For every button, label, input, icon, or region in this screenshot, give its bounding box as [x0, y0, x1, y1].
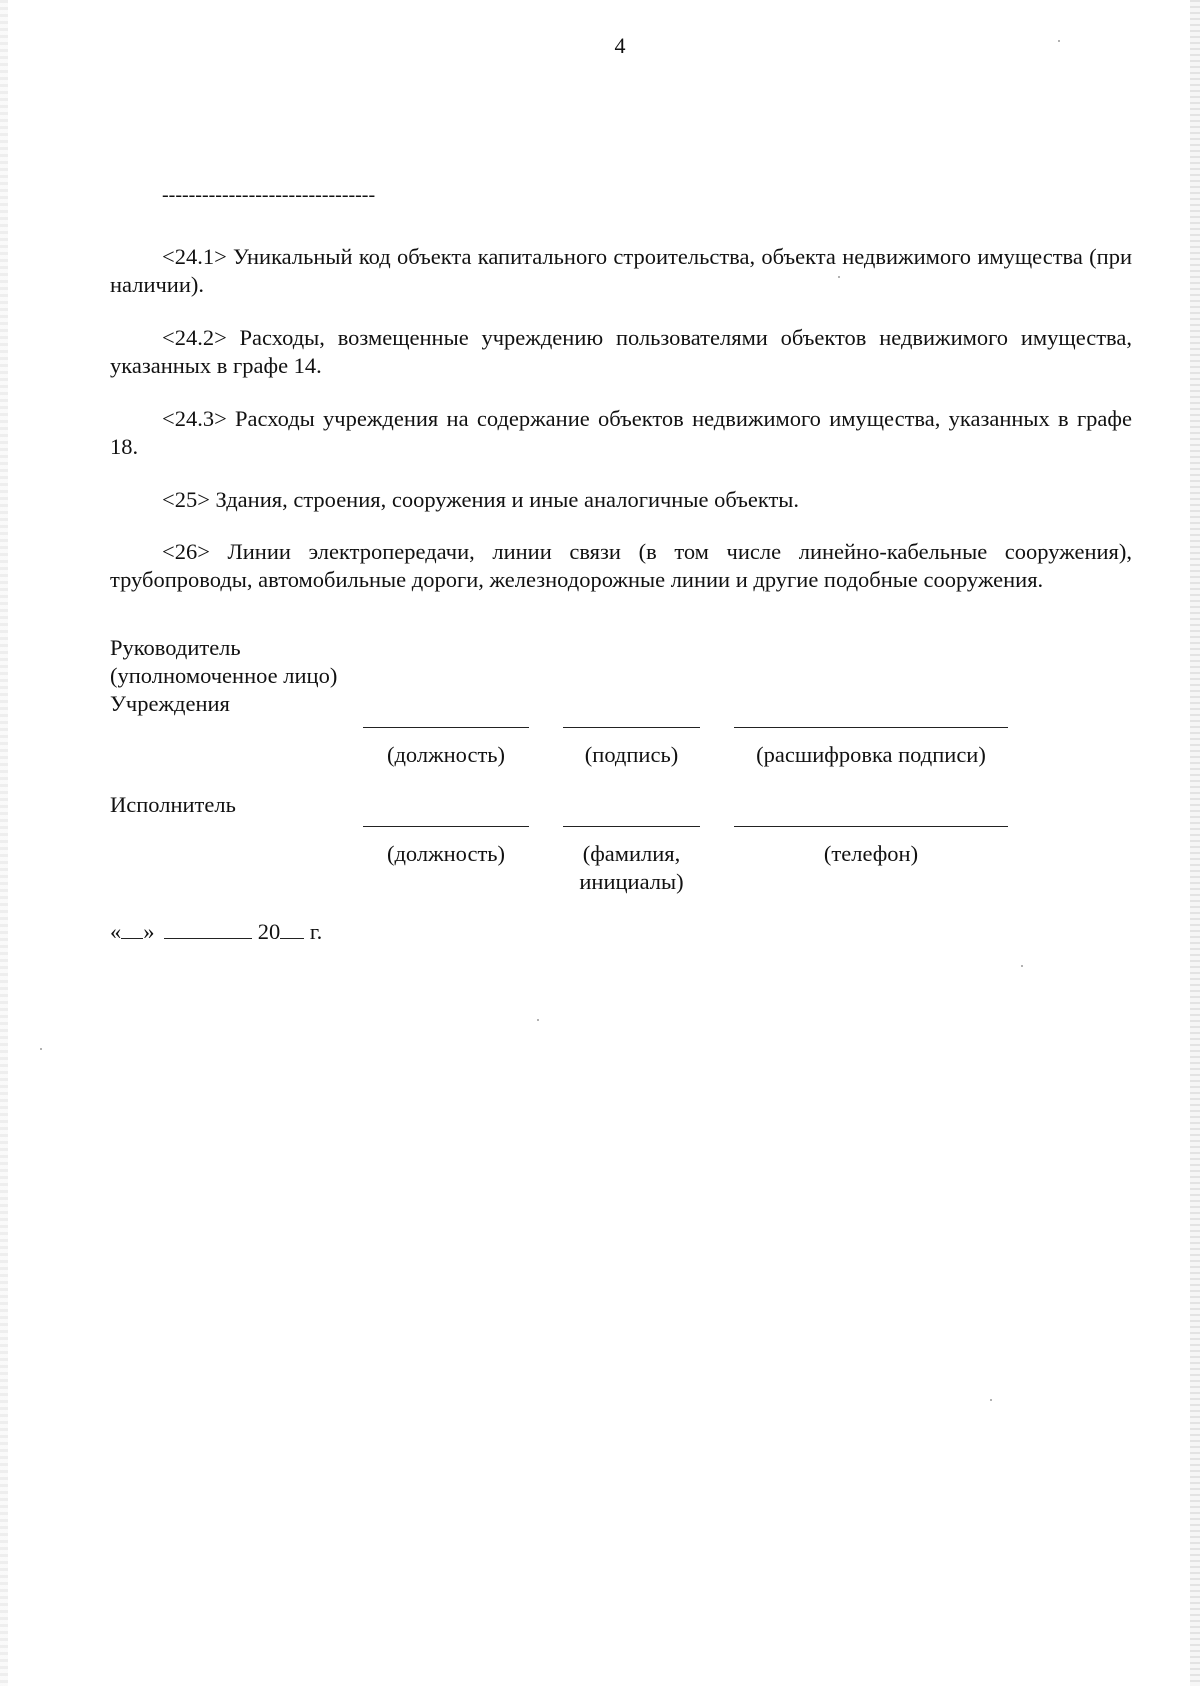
head-caption-decryption: (расшифровка подписи) — [756, 742, 986, 767]
year-suffix: г. — [309, 919, 323, 944]
year-prefix: 20 — [257, 919, 281, 944]
date-open-quote: « — [110, 919, 122, 944]
date-close-quote: » — [143, 919, 155, 944]
date-line — [110, 918, 322, 946]
head-signature-label — [110, 634, 337, 718]
scan-edge-left — [0, 0, 8, 1686]
executor-caption-name-line2: инициалы) — [579, 869, 684, 894]
footnote-25: <25> Здания, строения, сооружения и иные аналогичные объекты. — [162, 487, 800, 512]
scan-speck — [40, 1048, 42, 1050]
executor-phone-line — [734, 826, 1008, 827]
executor-label: Исполнитель — [110, 792, 236, 817]
head-signature-line — [563, 727, 700, 728]
scan-speck — [990, 1399, 992, 1401]
footnote-26: <26> Линии электропередачи, линии связи (в том числе линейно-кабельные сооружения), трубопроводы, автомобильные дороги, железнодорожные линии и другие подобные сооружения. — [110, 539, 1132, 592]
page-number: 4 — [614, 33, 626, 58]
executor-caption-name-line1: (фамилия, — [582, 841, 681, 866]
head-label-line3: Учреждения — [110, 691, 230, 716]
footnote-24-1: <24.1> Уникальный код объекта капитального строительства, объекта недвижимого имущества (при наличии). — [110, 244, 1132, 297]
scan-speck — [838, 276, 840, 278]
executor-position-line — [363, 826, 529, 827]
scan-speck — [537, 1019, 539, 1021]
scan-speck — [1021, 965, 1023, 967]
head-caption-position: (должность) — [386, 742, 506, 767]
scan-speck — [1058, 40, 1060, 42]
head-label-line1: Руководитель — [110, 635, 241, 660]
footnote-24-2: <24.2> Расходы, возмещенные учреждению пользователями объектов недвижимого имущества, указанных в графе 14. — [110, 325, 1132, 378]
head-caption-signature: (подпись) — [584, 742, 679, 767]
executor-caption-position: (должность) — [386, 841, 506, 866]
executor-caption-name — [563, 840, 700, 896]
scan-edge-right — [1190, 0, 1200, 1686]
footnote-24-3: <24.3> Расходы учреждения на содержание объектов недвижимого имущества, указанных в графе 18. — [110, 406, 1132, 459]
executor-name-line — [563, 826, 700, 827]
head-label-line2: (уполномоченное лицо) — [110, 663, 338, 688]
head-position-line — [363, 727, 529, 728]
executor-caption-phone: (телефон) — [823, 841, 919, 866]
month-blank — [164, 920, 252, 939]
year-blank — [280, 920, 304, 939]
day-blank — [121, 920, 143, 939]
footnote-separator: -------------------------------- — [162, 184, 376, 206]
head-decryption-line — [734, 727, 1008, 728]
